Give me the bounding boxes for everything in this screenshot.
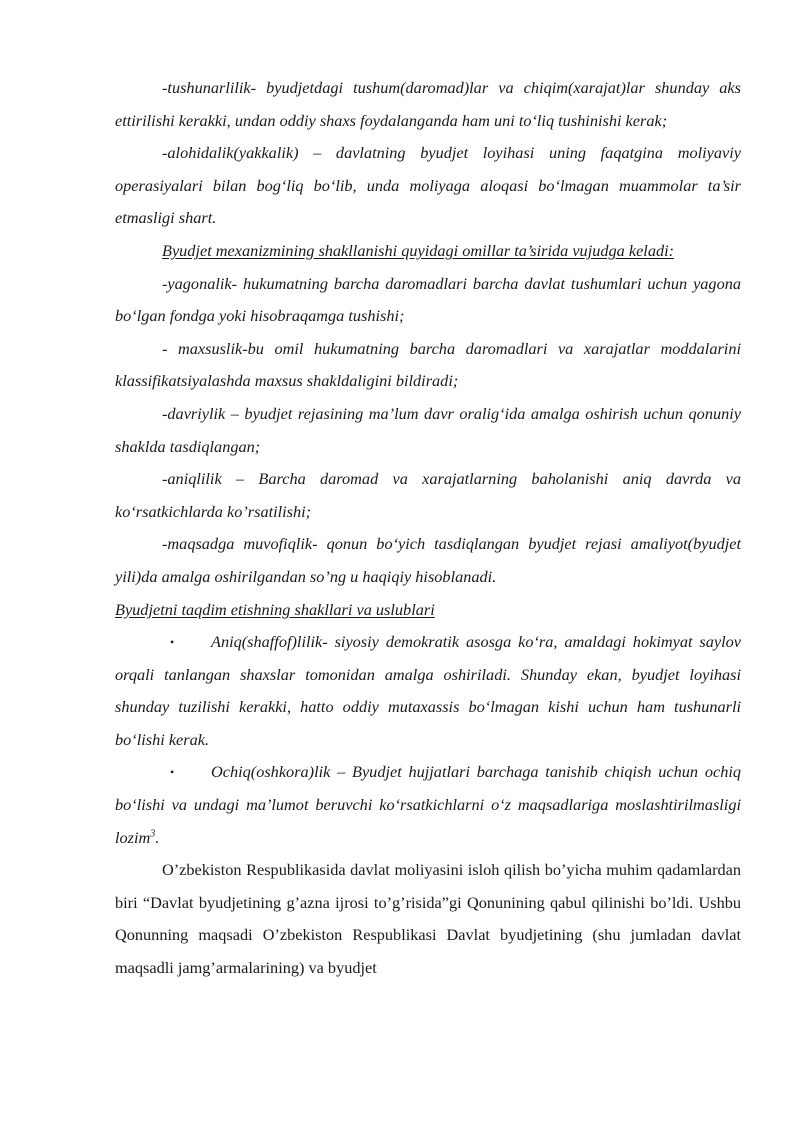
bullet-icon: • <box>170 765 175 780</box>
bullet-text: Ochiq(oshkora)lik – Byudjet hujjatlari barchaga tanishib chiqish uchun ochiq bo‘lishi va undagi ma’lumot beruvchi ko‘rsatkichlarni o‘z maqsadlariga moslashtirilmasligi lozim <box>115 762 741 847</box>
paragraph-maxsuslik: - maxsuslik-bu omil hukumatning barcha daromadlari va xarajatlar moddalarini klassifikatsiyalashda maxsus shakldaligini bildiradi; <box>115 338 741 391</box>
footnote-reference[interactable]: 3 <box>150 828 156 840</box>
bullet-icon: • <box>170 635 175 650</box>
paragraph-aniqlilik: -aniqlilik – Barcha daromad va xarajatlarning baholanishi aniq davrda va ko‘rsatkichlarda ko’rsatilishi; <box>115 469 741 521</box>
paragraph-alohidalik: -alohidalik(yakkalik) – davlatning byudjet loyihasi uning faqatgina moliyaviy operasiyalari bilan bog‘liq bo‘lib, unda moliyaga aloqasi bo‘lmagan muammolar ta’sir etmasligi shart. <box>115 143 741 228</box>
paragraph-maqsadga-muvofiqlik: -maqsadga muvofiqlik- qonun bo‘yich tasdiqlangan byudjet rejasi amaliyot(byudjet yili)da amalga oshirilgandan so’ng u haqiqiy hisoblanadi. <box>115 534 741 586</box>
bullet-item-aniqlilik <box>115 626 741 756</box>
section-heading-byudjet-mexanizmi: Byudjet mexanizmining shakllanishi quyidagi omillar ta’sirida vujudga keladi: <box>162 240 675 260</box>
paragraph-tushunarlilik: -tushunarlilik- byudjetdagi tushum(daromad)lar va chiqim(xarajat)lar shunday aks ettirilishi kerakki, undan oddiy shaxs foydalanganda ham uni to‘liq tushinishi kerak; <box>115 78 741 130</box>
bullet-text-end: . <box>155 827 160 847</box>
paragraph-body-qonun: O’zbekiston Respublikasida davlat moliyasini isloh qilish bo’yicha muhim qadamlardan biri “Davlat byudjetining g’azna ijrosi to’g’risida”gi Qonunining qabul qilinishi bo’ldi. Ushbu Qonunning maqsadi O’zbekiston Respublikasi Davlat byudjetining (shu jumladan davlat maqsadli jamg’armalarining) va byudjet <box>115 860 741 978</box>
document-page <box>115 72 741 985</box>
paragraph-davriylik: -davriylik – byudjet rejasining ma’lum davr oralig‘ida amalga oshirish uchun qonuniy shaklda tasdiqlangan; <box>115 403 741 456</box>
bullet-text: Aniq(shaffof)lilik- siyosiy demokratik asosga ko‘ra, amaldagi hokimyat saylov orqali tanlangan shaxslar tomonidan amalga oshiriladi. Shunday ekan, byudjet loyihasi shunday tuzilishi kerakki, hatto oddiy mutaxassis bo‘lmagan kishi uchun ham tushunarli bo‘lishi kerak. <box>115 632 741 749</box>
bullet-item-ochiqlik <box>115 756 741 854</box>
section-heading-taqdim-etish: Byudjetni taqdim etishning shakllari va uslublari <box>115 599 435 619</box>
paragraph-yagonalik: -yagonalik- hukumatning barcha daromadlari barcha davlat tushumlari uchun yagona bo‘lgan fondga yoki hisobraqamga tushishi; <box>115 273 741 326</box>
